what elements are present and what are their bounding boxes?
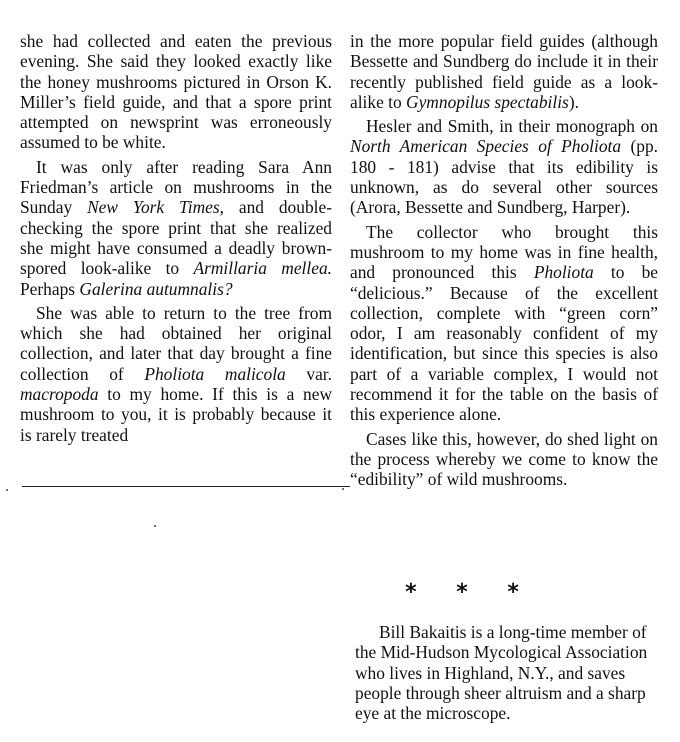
variety-name: macropoda <box>20 384 99 405</box>
right-paragraph-1 <box>350 31 658 112</box>
text-run: Cases like this, however, do shed light on the process whereby we come to know the “edibility” of wild mushrooms. <box>350 428 658 490</box>
left-column <box>20 31 332 445</box>
text-run: var. <box>285 363 332 384</box>
species-name: Gymnopilus spectabilis <box>406 91 569 112</box>
left-paragraph-1 <box>20 31 332 153</box>
right-paragraph-4 <box>350 429 658 490</box>
text-run: The collector who brought this mushroom to my home was in fine health, and pronounced this <box>350 221 658 283</box>
text-run: to be “delicious.” Because of the excellent collection, complete with “green corn” odor, I am reasonably confident of my identification, but since this species is also part of a variable complex, I would not recommend it for the table on the basis of this experience alone. <box>350 262 659 425</box>
left-paragraph-2 <box>20 157 332 299</box>
text-run: She was able to return to the tree from which she had obtained her original collection, and later that day brought a fine collection of <box>20 302 332 384</box>
left-paragraph-3 <box>20 303 332 445</box>
genus-name: Pholiota <box>533 262 594 283</box>
text-run: Hesler and Smith, in their monograph on <box>366 116 658 137</box>
species-name: Galerina autumnalis? <box>79 278 233 299</box>
text-run: in the more popular field guides (although Bessette and Sundberg do include it in their recently published field guide as a look-alike to <box>350 31 658 112</box>
text-run: she had collected and eaten the previous evening. She said they looked exactly like the honey mushrooms pictured in Orson K. Miller’s field guide, and that a spore print attempted on newsprint was erroneously assumed to be white. <box>20 31 332 153</box>
text-run: Perhaps <box>20 278 80 299</box>
print-speck <box>154 525 156 527</box>
right-paragraph-3 <box>350 222 658 425</box>
column-divider-rule <box>22 486 350 487</box>
text-run: ). <box>568 91 579 112</box>
right-paragraph-2 <box>350 116 658 217</box>
print-speck <box>342 488 344 490</box>
text-run: , and double-checking the spore print that she realized she might have consumed a deadly brown-spored look-alike to <box>20 197 332 279</box>
text-run: to my home. If this is a new mushroom to you, it is probably because it is rarely treated <box>20 384 332 445</box>
text-run: It was only after reading Sara Ann Friedman’s article on mushrooms in the Sunday <box>20 156 332 218</box>
text-run: (pp. 180 - 181) advise that its edibility is unknown, as do several other sources (Arora, Bessette and Sundberg, Harper). <box>350 136 658 218</box>
right-column <box>350 31 658 490</box>
print-speck <box>6 489 8 491</box>
newspaper-title: New York Times <box>87 197 220 218</box>
section-separator-stars: * * * <box>405 580 535 605</box>
species-name: Armillaria mellea. <box>193 258 332 279</box>
species-name: Pholiota malicola <box>144 363 286 384</box>
author-bio: Bill Bakaitis is a long-time member of the Mid-Hudson Mycological Association who lives in Highland, N.Y., and saves people through sheer altruism and a sharp eye at the microscope. <box>355 622 648 724</box>
monograph-title: North American Species of Pholiota <box>350 136 622 157</box>
